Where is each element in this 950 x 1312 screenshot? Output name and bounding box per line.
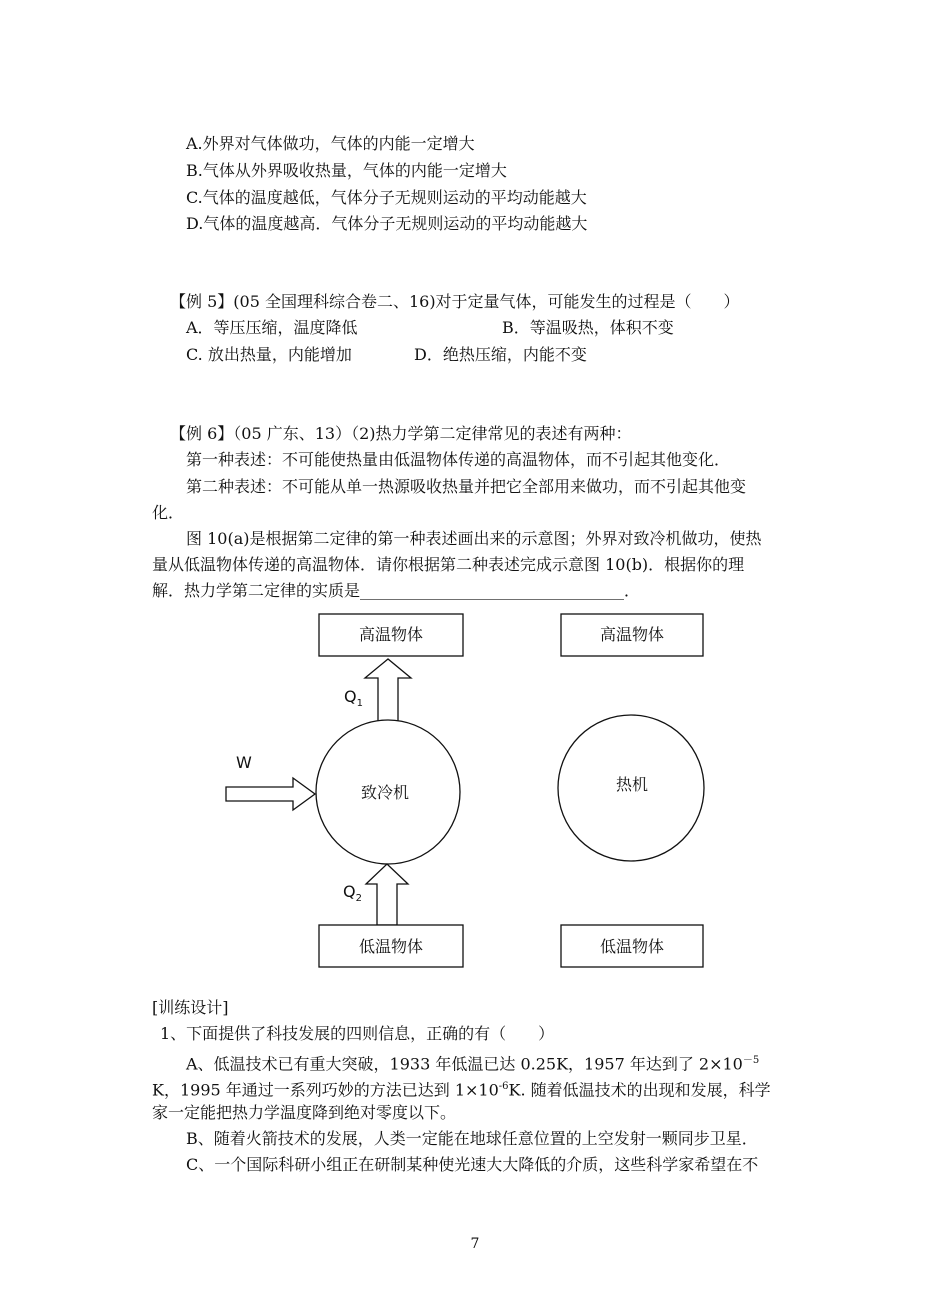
- example6-paragraph-line-3: 解．热力学第二定律的实质是_________________________________．: [152, 581, 641, 600]
- example6-paragraph-line-2: 量从低温物体传递的高温物体．请你根据第二种表述完成示意图 10(b)．根据你的理: [152, 555, 745, 574]
- cold-body-label-b: 低温物体: [599, 937, 665, 956]
- training-option-a-line-1: A、低温技术已有重大突破，1933 年低温已达 0.25K，1957 年达到了 $2\times 10^{-5}$: [186, 1054, 760, 1074]
- q1-label: $Q_1$: [344, 687, 363, 709]
- example6-statement-2: 第二种表述：不可能从单一热源吸收热量并把它全部用来做功，而不引起其他变: [186, 477, 747, 496]
- q2-label: $Q_2$: [343, 882, 362, 904]
- training-option-a-line-3: 家一定能把热力学温度降到绝对零度以下。: [152, 1103, 457, 1122]
- example5-option-c: C. 放出热量，内能增加: [186, 345, 352, 364]
- example6-statement-2-cont: 化．: [152, 503, 185, 522]
- option-b-prev: B.气体从外界吸收热量，气体的内能一定增大: [186, 161, 507, 180]
- training-option-c: C、一个国际科研小组正在研制某种使光速大大降低的介质，这些科学家希望在不: [186, 1155, 759, 1174]
- example5-option-d: D．绝热压缩，内能不变: [414, 345, 587, 364]
- hot-body-label-a: 高温物体: [358, 625, 424, 644]
- example6-stem: 【例 6】（05 广东、13）（2)热力学第二定律常见的表述有两种：: [170, 424, 632, 443]
- q1-arrow: [365, 659, 411, 722]
- training-option-b: B、随着火箭技术的发展，人类一定能在地球任意位置的上空发射一颗同步卫星．: [186, 1129, 758, 1148]
- work-arrow: [226, 778, 315, 810]
- training-heading: [训练设计]: [152, 998, 229, 1017]
- option-d-prev: D.气体的温度越高．气体分子无规则运动的平均动能越大: [186, 214, 588, 233]
- option-c-prev: C.气体的温度越低，气体分子无规则运动的平均动能越大: [186, 188, 587, 207]
- example5-option-a: A．等压压缩，温度降低: [186, 318, 358, 337]
- page-number: 7: [470, 1236, 480, 1252]
- option-a-prev: A.外界对气体做功，气体的内能一定增大: [186, 134, 475, 153]
- example5-stem: 【例 5】(05 全国理科综合卷二、16)对于定量气体，可能发生的过程是（ ）: [170, 292, 740, 311]
- second-law-diagram: [0, 600, 950, 980]
- example5-option-b: B．等温吸热，体积不变: [502, 318, 674, 337]
- heat-engine-label: 热机: [615, 775, 649, 794]
- refrigerator-label: 致冷机: [360, 783, 410, 802]
- training-option-a-line-2: K，1995 年通过一系列巧妙的方法已达到 $1\times 10^{-6}K$. 随着低温技术的出现和发展，科学: [152, 1080, 771, 1100]
- example6-paragraph-line-1: 图 10(a)是根据第二定律的第一种表述画出来的示意图；外界对致冷机做功，使热: [186, 529, 762, 548]
- cold-body-label-a: 低温物体: [358, 937, 424, 956]
- training-question-1: 1、下面提供了科技发展的四则信息，正确的有（ ）: [160, 1024, 555, 1043]
- work-label: W: [236, 753, 252, 772]
- hot-body-label-b: 高温物体: [599, 625, 665, 644]
- example6-statement-1: 第一种表述：不可能使热量由低温物体传递的高温物体，而不引起其他变化．: [186, 450, 731, 469]
- q2-arrow: [366, 864, 408, 925]
